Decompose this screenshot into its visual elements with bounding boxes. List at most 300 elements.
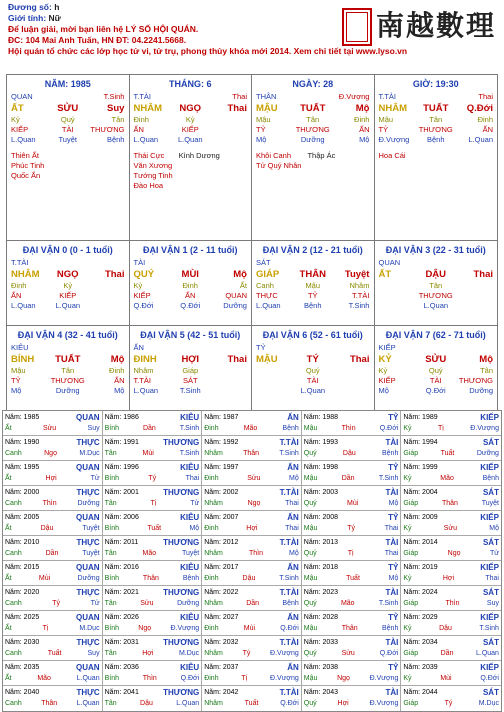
year-body (304, 548, 399, 559)
cell-bot2: KIẾP (133, 291, 151, 300)
year-state: Tử (489, 550, 499, 557)
year-cell (302, 561, 402, 585)
year-can: Nhâm (204, 500, 223, 507)
year-cell (302, 636, 402, 660)
cell-mid: NHÂM (133, 103, 162, 114)
cell-bot1 (209, 115, 247, 125)
year-label (304, 437, 338, 448)
year-row (3, 486, 501, 511)
year-number: 2012 (222, 539, 239, 546)
year-head (403, 587, 499, 598)
year-state: Mộ (489, 525, 499, 532)
year-prefix: Năm: (303, 589, 323, 596)
cell-top: T.TÀI (133, 92, 152, 101)
year-state: Q.Đới (180, 675, 200, 682)
year-label (5, 587, 39, 598)
cell-bot2: ẤN (114, 376, 125, 385)
cell-mid: HỢI (181, 354, 200, 365)
year-head (5, 662, 100, 673)
year-cell (401, 411, 501, 435)
cell-bot1 (209, 366, 247, 376)
year-state: Suy (87, 425, 100, 432)
year-prefix: Năm: (303, 689, 323, 696)
cell-bot1: Đinh (133, 115, 149, 124)
year-chi: Tuất (147, 525, 162, 532)
year-state: Thai (285, 500, 299, 507)
year-can: Ất (5, 575, 12, 582)
year-state: T.Sinh (279, 450, 299, 457)
year-cell (202, 561, 302, 585)
year-state: Dưỡng (77, 575, 100, 582)
year-head (304, 437, 399, 448)
cell-bot1: Kỷ (63, 281, 73, 290)
year-star: KIÊU (180, 413, 200, 422)
cell-title: ĐẠI VẬN 4 (32 - 41 tuổi) (17, 330, 118, 340)
year-label (403, 687, 437, 698)
year-chi: Hợi (142, 650, 154, 657)
year-head (403, 637, 499, 648)
year-prefix: Năm: (5, 464, 24, 471)
year-star: ẤN (287, 413, 299, 422)
year-number: 2029 (422, 614, 438, 621)
year-can: Quý (303, 700, 317, 707)
year-state: Tử (90, 475, 100, 482)
year-body (304, 473, 399, 484)
year-cell (302, 436, 402, 460)
year-head (5, 537, 100, 548)
year-state: Mộ (289, 550, 299, 557)
pillar-cell (252, 326, 375, 410)
cell-bot1: Quý (60, 115, 75, 124)
cell-bot3: L.Quan (177, 135, 203, 144)
year-cell (202, 436, 302, 460)
year-label (403, 487, 437, 498)
year-can: Tân (104, 500, 117, 507)
year-number: 2027 (222, 614, 239, 621)
year-can: Đinh (204, 425, 219, 432)
cell-mid: NGỌ (179, 103, 202, 114)
year-can: Tân (104, 650, 117, 657)
year-prefix: Năm: (204, 689, 223, 696)
year-state: Đ.Vượng (369, 675, 399, 682)
year-body (304, 448, 399, 459)
year-chi: Thìn (42, 500, 57, 507)
year-cell (401, 461, 501, 485)
year-head (5, 637, 100, 648)
year-cell (302, 411, 402, 435)
year-state: L.Quan (176, 700, 200, 707)
year-prefix: Năm: (303, 539, 323, 546)
year-star: TÀI (385, 538, 399, 547)
cell-bot2: KIẾP (59, 291, 77, 300)
year-body (403, 498, 499, 509)
year-cell (103, 686, 203, 711)
cell-mid: Q.Đới (466, 103, 493, 114)
cell-mid: QUÝ (133, 269, 155, 280)
year-chi: Ngọ (44, 450, 57, 457)
year-row (3, 411, 501, 436)
year-body (204, 673, 299, 684)
year-label (105, 637, 139, 648)
year-cell (302, 461, 402, 485)
year-head (105, 412, 200, 423)
year-chi: Thìn (142, 675, 157, 682)
year-number: 1987 (222, 414, 239, 421)
year-cell (401, 486, 501, 510)
year-label (105, 662, 139, 673)
year-cell (302, 486, 402, 510)
cell-bot1 (87, 281, 125, 291)
extra-star: Thái Cực (133, 151, 165, 160)
year-cell (202, 411, 302, 435)
year-number: 2035 (23, 664, 40, 671)
year-body (204, 573, 299, 584)
cell-top (294, 343, 332, 353)
cell-mid: Thai (227, 103, 247, 114)
year-head (304, 462, 399, 473)
year-can: Kỷ (403, 525, 412, 532)
pillar-cell (252, 75, 375, 240)
cell-mid: DẬU (425, 269, 447, 280)
year-number: 2038 (322, 664, 339, 671)
cell-bot1: Kỷ (378, 366, 388, 375)
year-number: 1993 (322, 439, 339, 446)
year-body (403, 598, 499, 609)
year-number: 2013 (322, 539, 339, 546)
year-prefix: Năm: (403, 439, 423, 446)
year-body (304, 698, 399, 709)
year-can: Tân (104, 550, 117, 557)
year-star: THƯƠNG (163, 688, 200, 697)
year-label (5, 687, 39, 698)
year-number: 2017 (222, 564, 239, 571)
cell-bot1: Tân (306, 115, 320, 124)
cell-bot3 (379, 301, 417, 311)
year-chi: Dần (142, 425, 156, 432)
year-body (105, 473, 200, 484)
cell-bot2 (87, 291, 125, 301)
year-star: QUAN (76, 513, 100, 522)
year-head (105, 662, 200, 673)
cell-top: ẤN (133, 343, 144, 352)
year-head (5, 412, 100, 423)
year-cell (202, 461, 302, 485)
cell-top (171, 258, 209, 268)
year-state: L.Quan (475, 650, 499, 657)
year-star: THƯƠNG (163, 588, 200, 597)
year-can: Kỷ (403, 625, 412, 632)
cell-bot2: TÀI (429, 376, 442, 385)
cell-bot1: Mậu (11, 366, 26, 375)
year-head (403, 687, 499, 698)
year-can: Bính (104, 575, 119, 582)
year-state: Q.Đới (379, 650, 399, 657)
year-body (204, 423, 299, 434)
year-cell (3, 611, 103, 635)
year-prefix: Năm: (5, 514, 24, 521)
year-number: 2044 (422, 689, 438, 696)
year-chi: Mùi (142, 450, 154, 457)
year-can: Giáp (403, 700, 419, 707)
extra-list (256, 151, 301, 171)
year-prefix: Năm: (403, 614, 423, 621)
year-body (105, 598, 200, 609)
year-prefix: Năm: (5, 414, 24, 421)
cell-bot3: Dưỡng (469, 386, 493, 395)
cell-mid: Thai (104, 269, 125, 280)
cell-bot1: Giáp (182, 366, 199, 375)
year-cell (3, 511, 103, 535)
year-cell (103, 561, 203, 585)
year-label (5, 662, 39, 673)
cell-top: TÀI (133, 258, 146, 267)
year-cell (401, 511, 501, 535)
year-label (403, 637, 437, 648)
year-star: T.TÀI (279, 588, 299, 597)
pillar-cell (375, 241, 498, 325)
year-body (204, 473, 299, 484)
cell-bot1 (379, 281, 417, 291)
year-prefix: Năm: (104, 589, 124, 596)
year-body (403, 548, 499, 559)
year-chi: Ngọ (447, 550, 461, 557)
year-head (105, 462, 200, 473)
extra-stars (134, 151, 248, 191)
year-head (5, 612, 100, 623)
year-number: 2040 (23, 689, 40, 696)
year-star: TỶ (388, 663, 399, 672)
cell-grid (134, 258, 248, 311)
cell-grid (256, 258, 370, 311)
year-chi: Dần (45, 550, 59, 557)
extra-star: Hoa Cái (378, 151, 406, 160)
year-can: Ất (5, 425, 12, 432)
year-prefix: Năm: (204, 439, 223, 446)
year-star: KIÊU (180, 563, 200, 572)
year-state: Mộ (289, 475, 299, 482)
year-state: M.Dục (178, 650, 200, 657)
year-can: Tân (104, 600, 117, 607)
year-prefix: Năm: (104, 639, 124, 646)
extra-star: Thiên Ất (11, 151, 39, 160)
year-prefix: Năm: (5, 639, 24, 646)
cell-bot2: THƯƠNG (90, 125, 125, 134)
year-label (304, 687, 338, 698)
year-can: Canh (5, 650, 22, 657)
year-star: KIÊU (180, 663, 200, 672)
cell-top (417, 258, 455, 268)
cell-mid: Mộ (110, 354, 125, 365)
year-cell (401, 536, 501, 560)
year-can: Kỷ (403, 425, 412, 432)
year-chi: Sửu (140, 600, 154, 607)
year-head (105, 637, 200, 648)
year-state: Tuyệt (82, 525, 100, 532)
extra-star-2: Thập Ác (307, 151, 336, 160)
year-number: 2025 (23, 614, 40, 621)
year-cell (103, 411, 203, 435)
year-number: 2031 (123, 639, 139, 646)
year-chi: Hợi (442, 575, 455, 582)
cell-bot2: ẤN (185, 291, 196, 300)
year-prefix: Năm: (204, 589, 223, 596)
year-label (204, 687, 238, 698)
year-star: TÀI (385, 688, 399, 697)
cell-top (332, 343, 370, 353)
year-body (204, 523, 299, 534)
year-can: Bính (104, 675, 119, 682)
pillar-cell (130, 75, 253, 240)
year-state: Mộ (388, 575, 399, 582)
cell-mid: TUẤT (55, 354, 81, 365)
year-label (304, 662, 338, 673)
year-number: 2022 (222, 589, 239, 596)
cell-mid: MÙI (181, 269, 199, 280)
year-chi: Tuất (440, 450, 455, 457)
year-body (5, 623, 100, 634)
year-head (204, 662, 299, 673)
cell-mid: Tuyệt (344, 269, 370, 280)
year-chi: Sửu (341, 650, 355, 657)
cell-mid: Suy (107, 103, 125, 114)
year-head (5, 437, 100, 448)
year-head (304, 612, 399, 623)
cell-mid: Thai (349, 354, 370, 365)
cell-bot3: L.Quan (256, 301, 281, 310)
year-star: QUAN (76, 413, 100, 422)
cell-title: NGÀY: 28 (292, 79, 334, 89)
year-star: KIẾP (480, 563, 499, 572)
year-prefix: Năm: (303, 564, 323, 571)
cell-grid (379, 258, 494, 311)
year-head (5, 512, 100, 523)
year-number: 2033 (322, 639, 339, 646)
year-body (5, 523, 100, 534)
year-label (403, 587, 437, 598)
year-number: 2021 (123, 589, 139, 596)
year-label (204, 662, 238, 673)
year-chi: Tý (242, 650, 251, 657)
year-chi: Tuất (244, 700, 259, 707)
year-star: KIẾP (480, 613, 499, 622)
year-can: Quý (303, 650, 317, 657)
year-cell (103, 436, 203, 460)
cell-bot3: L.Quan (133, 386, 159, 395)
year-can: Quý (303, 600, 317, 607)
year-can: Đinh (204, 625, 219, 632)
year-star: QUAN (76, 663, 100, 672)
year-body (304, 673, 399, 684)
year-state: Thai (384, 550, 399, 557)
year-number: 2001 (123, 489, 139, 496)
year-cell (401, 611, 501, 635)
year-chi: Ngọ (247, 500, 261, 507)
cell-bot3 (87, 301, 125, 311)
year-number: 2016 (123, 564, 139, 571)
year-body (5, 573, 100, 584)
year-star: KIẾP (480, 413, 499, 422)
year-state: Q.Đới (480, 675, 499, 682)
cell-bot3: L.Quan (133, 135, 159, 144)
cell-title: ĐẠI VẬN 1 (2 - 11 tuổi) (142, 245, 238, 255)
year-can: Nhâm (204, 550, 223, 557)
year-number: 2020 (23, 589, 40, 596)
cell-mid: MẬU (256, 354, 278, 365)
year-chi: Mùi (243, 625, 256, 632)
year-chi: Tị (437, 425, 444, 432)
year-label (204, 487, 238, 498)
year-label (403, 412, 437, 423)
year-can: Bính (104, 525, 119, 532)
year-body (5, 598, 100, 609)
year-star: THỰC (76, 638, 100, 647)
year-number: 2003 (322, 489, 339, 496)
cell-mid: Mộ (355, 103, 370, 114)
year-cell (103, 661, 203, 685)
extra-list (379, 151, 406, 161)
year-chi: Hợi (45, 475, 57, 482)
year-chi: Thân (341, 625, 358, 632)
year-state: Tuyệt (481, 500, 499, 507)
year-label (403, 612, 437, 623)
year-prefix: Năm: (303, 489, 323, 496)
year-head (5, 487, 100, 498)
cell-title: ĐẠI VẬN 3 (22 - 31 tuổi) (385, 245, 486, 255)
seal-icon (342, 8, 372, 46)
year-label (5, 487, 39, 498)
cell-bot1: Quý (428, 366, 443, 375)
cell-title: ĐẠI VẬN 5 (42 - 51 tuổi) (140, 330, 241, 340)
cell-top: Thai (232, 92, 247, 101)
cell-bot2: KIẾP (181, 125, 199, 134)
cell-bot1: Kỷ (11, 115, 20, 124)
cell-bot2: SÁT (182, 376, 198, 385)
year-star: THƯƠNG (163, 488, 200, 497)
cell-bot3: Đ.Vượng (378, 135, 410, 144)
year-label (304, 412, 338, 423)
year-label (105, 562, 139, 573)
cell-bot1: Tân (480, 366, 493, 375)
year-star: TỶ (388, 563, 399, 572)
year-body (304, 623, 399, 634)
year-state: Tử (90, 600, 100, 607)
cell-top: THÂN (256, 92, 277, 101)
year-cell (202, 686, 302, 711)
year-chi: Thìn (341, 425, 356, 432)
year-star: ẤN (287, 563, 299, 572)
year-can: Đinh (204, 475, 219, 482)
year-can: Mậu (303, 425, 318, 432)
year-label (403, 537, 437, 548)
year-label (204, 587, 238, 598)
year-can: Kỷ (403, 575, 412, 582)
cell-bot1: Tân (429, 281, 443, 290)
cell-bot2: TỶ (378, 125, 389, 134)
cell-bot1: Mậu (256, 115, 271, 124)
dai-van-row-1 (7, 241, 497, 326)
year-can: Canh (5, 450, 22, 457)
year-body (5, 473, 100, 484)
cell-bot3: L.Quan (55, 301, 81, 310)
year-star: KIẾP (480, 463, 499, 472)
year-cell (401, 561, 501, 585)
year-state: Bệnh (282, 425, 299, 432)
year-number: 2024 (422, 589, 438, 596)
year-star: QUAN (76, 563, 100, 572)
cell-top (171, 92, 209, 102)
year-star: TỶ (388, 463, 399, 472)
year-star: SÁT (482, 638, 499, 647)
